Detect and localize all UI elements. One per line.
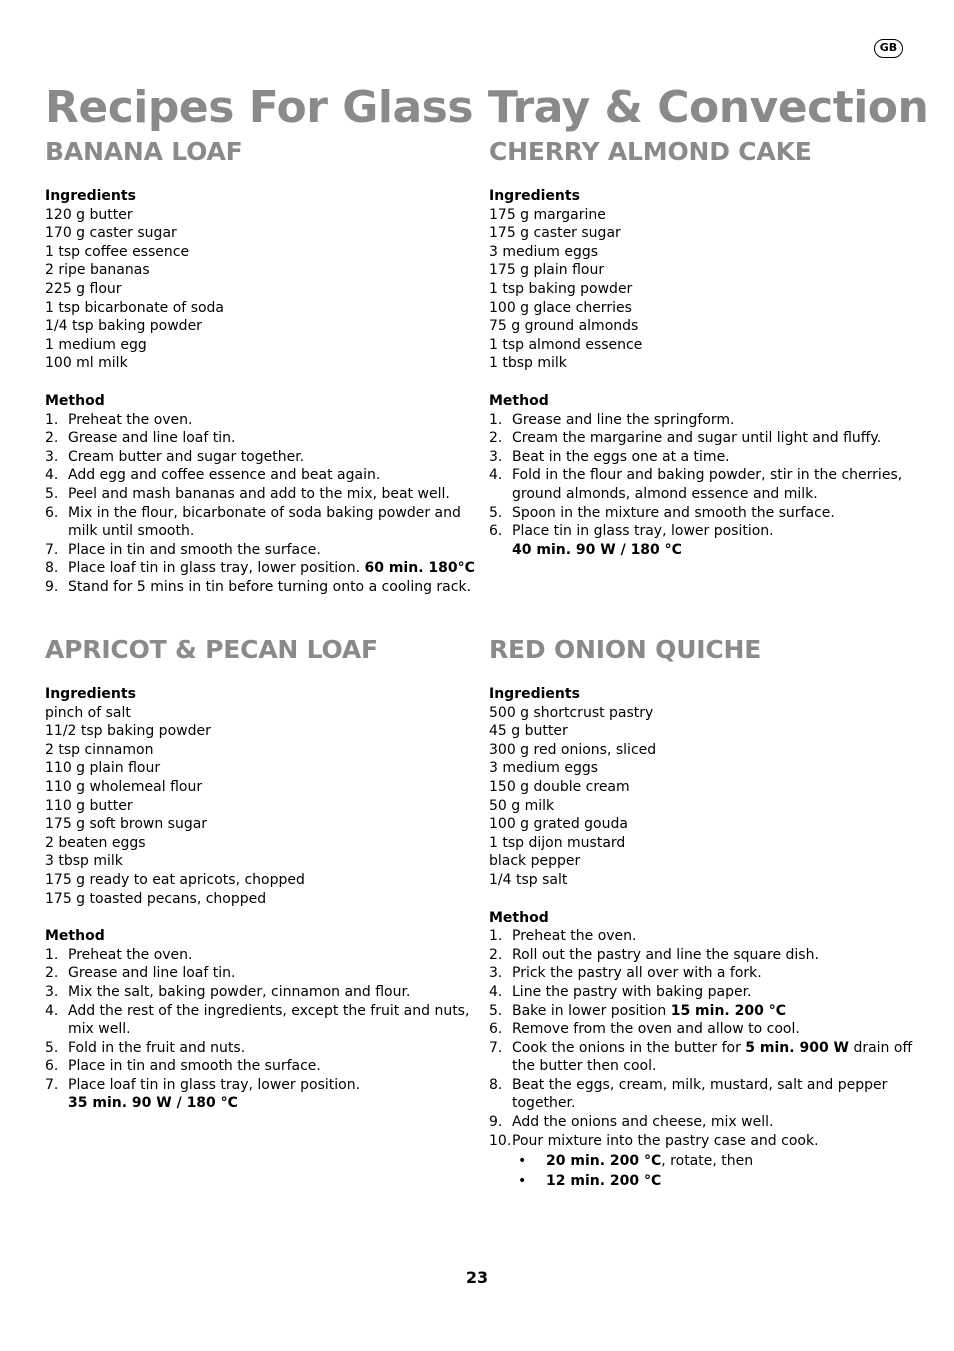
ingredients-heading: Ingredients xyxy=(45,686,136,702)
step-number: 6. xyxy=(489,523,503,540)
step-text: Fold in the fruit and nuts. xyxy=(68,1039,246,1056)
ingredient-item: 100 g glace cherries xyxy=(489,299,632,316)
method-step xyxy=(45,485,475,504)
ingredient-item: 11/2 tsp baking powder xyxy=(45,723,211,740)
ingredient-item: 150 g double cream xyxy=(489,778,630,795)
step-text: Grease and line loaf tin. xyxy=(68,430,236,447)
ingredient-item: 175 g margarine xyxy=(489,206,606,223)
step-number: 1. xyxy=(45,411,59,428)
method-steps xyxy=(45,946,475,1095)
ingredient-item: 45 g butter xyxy=(489,723,568,740)
cooking-bullets xyxy=(489,1151,919,1191)
page-number: 23 xyxy=(465,1268,489,1287)
step-number: 4. xyxy=(489,467,503,484)
method-steps xyxy=(489,927,919,1150)
ingredient-item: 1 tsp baking powder xyxy=(489,280,633,297)
ingredient-item: 75 g ground almonds xyxy=(489,318,639,335)
step-number: 5. xyxy=(45,1039,59,1056)
method-step xyxy=(45,1039,475,1058)
ingredient-item: 1 tsp dijon mustard xyxy=(489,834,626,851)
bullet-text: , rotate, then xyxy=(661,1153,754,1170)
ingredient-item: 110 g butter xyxy=(45,797,133,814)
step-text: Line the pastry with baking paper. xyxy=(512,983,752,1000)
ingredient-item: 1 medium egg xyxy=(45,336,147,353)
ingredient-item: 500 g shortcrust pastry xyxy=(489,704,654,721)
method-step xyxy=(45,1057,475,1076)
step-number: 6. xyxy=(45,1058,59,1075)
page-title: Recipes For Glass Tray & Convection xyxy=(45,82,929,133)
method-step xyxy=(489,1002,919,1021)
step-text: Grease and line the springform. xyxy=(512,411,735,428)
method-heading: Method xyxy=(489,392,549,409)
ingredient-item: 2 ripe bananas xyxy=(45,262,150,279)
step-text: Place in tin and smooth the surface. xyxy=(68,541,321,558)
ingredients-list xyxy=(489,206,919,373)
method-heading: Method xyxy=(489,909,549,926)
method-step xyxy=(489,1039,919,1076)
ingredient-item: 1 tbsp milk xyxy=(489,355,567,372)
ingredient-item: 175 g plain flour xyxy=(489,262,605,279)
step-text: Add the rest of the ingredients, except the fruit and nuts, mix well. xyxy=(68,1002,470,1038)
step-number: 4. xyxy=(45,467,59,484)
method-step xyxy=(489,964,919,983)
bullet-icon: • xyxy=(518,1173,527,1190)
ingredient-item: 175 g toasted pecans, chopped xyxy=(45,890,267,907)
method-step xyxy=(45,946,475,965)
step-number: 9. xyxy=(489,1114,503,1131)
step-text: Place loaf tin in glass tray, lower position. xyxy=(68,1076,361,1093)
ingredient-item: 100 g grated gouda xyxy=(489,816,628,833)
cooking-time: 5 min. 900 W xyxy=(745,1039,849,1056)
step-text-after: drain off the butter then cool. xyxy=(512,1039,913,1075)
step-number: 2. xyxy=(45,430,59,447)
cooking-time: 40 min. 90 W / 180 °C xyxy=(512,541,682,558)
step-text: Stand for 5 mins in tin before turning onto a cooling rack. xyxy=(68,578,472,595)
ingredient-item: 175 g caster sugar xyxy=(489,225,621,242)
step-number: 1. xyxy=(45,946,59,963)
step-number: 7. xyxy=(45,1076,59,1093)
step-text: Mix the salt, baking powder, cinnamon and flour. xyxy=(68,983,411,1000)
ingredient-item: 1 tsp almond essence xyxy=(489,336,643,353)
recipe-title: APRICOT & PECAN LOAF xyxy=(45,635,378,664)
ingredient-item: 1 tsp coffee essence xyxy=(45,243,190,260)
method-step xyxy=(45,1076,475,1095)
ingredient-item: 50 g milk xyxy=(489,797,555,814)
ingredient-item: 1/4 tsp salt xyxy=(489,871,568,888)
bullet-item xyxy=(489,1151,919,1171)
ingredient-item: 1/4 tsp baking powder xyxy=(45,318,202,335)
step-number: 1. xyxy=(489,928,503,945)
recipe-apricot-pecan-loaf xyxy=(45,634,475,1113)
ingredient-item: pinch of salt xyxy=(45,704,131,721)
step-number: 5. xyxy=(45,485,59,502)
step-text: Beat the eggs, cream, milk, mustard, salt and pepper together. xyxy=(512,1076,888,1112)
step-text: Place in tin and smooth the surface. xyxy=(68,1058,321,1075)
method-heading: Method xyxy=(45,392,105,409)
ingredient-item: 1 tsp bicarbonate of soda xyxy=(45,299,225,316)
step-number: 4. xyxy=(45,1002,59,1019)
step-text: Preheat the oven. xyxy=(68,946,193,963)
method-step xyxy=(489,522,919,541)
cooking-time: 60 min. 180°C xyxy=(364,560,475,577)
step-number: 3. xyxy=(489,448,503,465)
step-text: Pour mixture into the pastry case and cook. xyxy=(512,1132,819,1149)
method-step xyxy=(45,559,475,578)
ingredient-item: 110 g plain flour xyxy=(45,760,161,777)
step-number: 4. xyxy=(489,983,503,1000)
ingredient-item: 120 g butter xyxy=(45,206,133,223)
step-text: Peel and mash bananas and add to the mix, beat well. xyxy=(68,485,450,502)
ingredient-item: 2 tsp cinnamon xyxy=(45,741,154,758)
recipe-title: BANANA LOAF xyxy=(45,137,243,166)
ingredient-item: 175 g ready to eat apricots, chopped xyxy=(45,871,305,888)
step-number: 5. xyxy=(489,1002,503,1019)
method-step xyxy=(489,1132,919,1151)
ingredient-item: 3 medium eggs xyxy=(489,243,599,260)
method-step xyxy=(489,927,919,946)
step-number: 8. xyxy=(45,560,59,577)
method-step xyxy=(45,578,475,597)
ingredients-list xyxy=(45,206,475,373)
ingredient-item: 3 tbsp milk xyxy=(45,853,123,870)
step-number: 10. xyxy=(489,1132,512,1149)
step-text: Preheat the oven. xyxy=(512,928,637,945)
step-number: 8. xyxy=(489,1076,503,1093)
step-number: 2. xyxy=(45,965,59,982)
language-badge: GB xyxy=(874,39,903,58)
bullet-icon: • xyxy=(518,1153,527,1170)
method-step xyxy=(45,411,475,430)
method-heading: Method xyxy=(45,928,105,945)
step-number: 3. xyxy=(489,965,503,982)
recipe-cherry-almond-cake xyxy=(489,136,919,559)
cooking-time: 20 min. 200 °C xyxy=(546,1153,662,1170)
ingredient-item: 110 g wholemeal flour xyxy=(45,778,203,795)
step-number: 7. xyxy=(489,1039,503,1056)
method-step xyxy=(45,541,475,560)
ingredients-list xyxy=(45,704,475,909)
ingredient-item: 225 g flour xyxy=(45,280,122,297)
method-step xyxy=(45,448,475,467)
method-step xyxy=(45,504,475,541)
ingredient-item: 175 g soft brown sugar xyxy=(45,816,208,833)
step-number: 1. xyxy=(489,411,503,428)
method-step xyxy=(45,964,475,983)
step-text: Prick the pastry all over with a fork. xyxy=(512,965,762,982)
method-step xyxy=(489,411,919,430)
method-step xyxy=(489,983,919,1002)
method-step xyxy=(489,946,919,965)
cooking-time: 12 min. 200 °C xyxy=(546,1173,662,1190)
step-text: Cook the onions in the butter for xyxy=(512,1039,746,1056)
method-step xyxy=(45,983,475,1002)
recipe-title: CHERRY ALMOND CAKE xyxy=(489,137,812,166)
method-step xyxy=(489,448,919,467)
ingredient-item: 300 g red onions, sliced xyxy=(489,741,657,758)
method-step xyxy=(45,466,475,485)
ingredients-heading: Ingredients xyxy=(489,188,580,204)
step-number: 6. xyxy=(45,504,59,521)
step-text: Grease and line loaf tin. xyxy=(68,965,236,982)
step-number: 6. xyxy=(489,1021,503,1038)
cooking-time: 15 min. 200 °C xyxy=(670,1002,786,1019)
method-step xyxy=(489,1113,919,1132)
step-text: Add egg and coffee essence and beat again. xyxy=(68,467,381,484)
step-text: Add the onions and cheese, mix well. xyxy=(512,1114,774,1131)
method-step xyxy=(489,504,919,523)
step-text: Place tin in glass tray, lower position. xyxy=(512,523,774,540)
step-number: 5. xyxy=(489,504,503,521)
ingredient-item: 3 medium eggs xyxy=(489,760,599,777)
method-steps xyxy=(45,411,475,597)
recipe-banana-loaf xyxy=(45,136,475,596)
step-text: Place loaf tin in glass tray, lower position. xyxy=(68,560,365,577)
step-text: Cream the margarine and sugar until light and fluffy. xyxy=(512,430,882,447)
method-step xyxy=(489,1076,919,1113)
method-step xyxy=(489,466,919,503)
step-text: Cream butter and sugar together. xyxy=(68,448,305,465)
step-number: 2. xyxy=(489,946,503,963)
recipe-red-onion-quiche xyxy=(489,634,919,1191)
step-number: 9. xyxy=(45,578,59,595)
ingredients-list xyxy=(489,704,919,890)
step-text: Fold in the flour and baking powder, stir in the cherries, ground almonds, almond essence and milk. xyxy=(512,467,903,502)
step-number: 7. xyxy=(45,541,59,558)
step-text: Bake in lower position xyxy=(512,1002,671,1019)
method-step xyxy=(489,1020,919,1039)
ingredient-item: black pepper xyxy=(489,853,581,870)
step-number: 2. xyxy=(489,430,503,447)
ingredient-item: 100 ml milk xyxy=(45,355,128,372)
ingredients-heading: Ingredients xyxy=(45,188,136,204)
ingredient-item: 170 g caster sugar xyxy=(45,225,177,242)
step-text: Roll out the pastry and line the square dish. xyxy=(512,946,819,963)
cooking-time: 35 min. 90 W / 180 °C xyxy=(68,1095,238,1112)
step-text: Remove from the oven and allow to cool. xyxy=(512,1021,800,1038)
ingredient-item: 2 beaten eggs xyxy=(45,834,146,851)
step-text: Preheat the oven. xyxy=(68,411,193,428)
ingredients-heading: Ingredients xyxy=(489,686,580,702)
recipe-title: RED ONION QUICHE xyxy=(489,635,762,664)
step-text: Beat in the eggs one at a time. xyxy=(512,448,730,465)
method-steps xyxy=(489,411,919,541)
step-number: 3. xyxy=(45,448,59,465)
method-step xyxy=(45,1002,475,1039)
step-text: Mix in the flour, bicarbonate of soda baking powder and milk until smooth. xyxy=(68,504,461,540)
bullet-item xyxy=(489,1171,919,1191)
method-step xyxy=(45,429,475,448)
step-text: Spoon in the mixture and smooth the surface. xyxy=(512,504,835,521)
step-number: 3. xyxy=(45,983,59,1000)
method-step xyxy=(489,429,919,448)
